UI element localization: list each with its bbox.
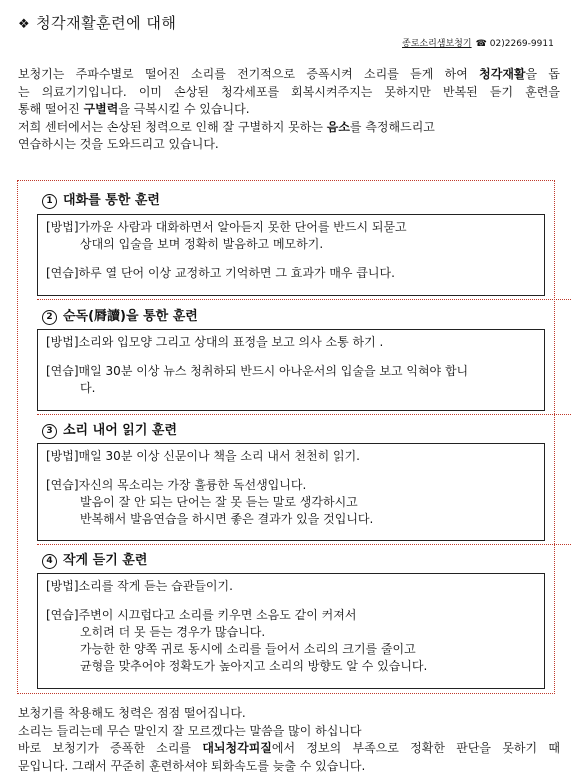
outro-line-4: 문입니다. 그래서 꾸준히 훈련하셔야 퇴화속도를 늦출 수 있습니다. [18, 758, 366, 773]
contact-org: 종로소리샘보청기 [402, 39, 472, 49]
circled-number-icon: 4 [42, 554, 57, 569]
diamond-bullet-icon: ❖ [18, 17, 31, 32]
intro-line-1 [18, 66, 560, 84]
section-box-2 [37, 329, 545, 411]
intro-emphasis: 음소 [326, 119, 350, 134]
outro-line-3 [18, 740, 560, 758]
circled-number-icon: 3 [42, 424, 57, 439]
outro-line-2: 소리는 들리는데 무슨 말인지 잘 모르겠다는 말씀을 많이 하십니다 [18, 723, 362, 738]
method-text-cont: 상대의 입술을 보며 정확히 발음하고 메모하기. [80, 237, 324, 251]
practice-text-cont: 오히려 더 못 듣는 경우가 많습니다. [80, 625, 266, 639]
section-title: 순독(脣讀)을 통한 훈련 [63, 309, 198, 324]
intro-line-5: 연습하시는 것을 도와드리고 있습니다. [18, 137, 219, 151]
section-divider [37, 544, 571, 545]
contact-info [402, 36, 554, 49]
intro-line-2: 는 의료기기입니다. 이미 손상된 청각세포를 회복시켜주지는 못하지만 반복된 듣기 훈련을 [18, 84, 560, 99]
contact-phone: 02)2269-9911 [489, 39, 554, 49]
intro-text: 보청기는 주파수별로 떨어진 소리를 전기적으로 증폭시켜 소리를 듣게 하여 [18, 67, 480, 81]
outro-emphasis: 대뇌청각피질 [202, 741, 272, 755]
section-title: 소리 내어 읽기 훈련 [63, 423, 178, 438]
section-heading-3 [42, 419, 177, 439]
outro-text: 에서 정보의 부족으로 정확한 판단을 못하기 때 [271, 741, 560, 755]
intro-paragraph [18, 66, 560, 154]
method-text: [방법]소리를 작게 듣는 습관들이기. [46, 579, 233, 593]
section-heading-2 [42, 305, 198, 325]
intro-line-4 [18, 119, 560, 137]
section-heading-4 [42, 549, 147, 569]
phone-icon: ☎ [475, 39, 487, 49]
intro-line-3 [18, 101, 560, 119]
circled-number-icon: 1 [42, 194, 57, 209]
page-title-text: 청각재활훈련에 대해 [36, 14, 177, 32]
intro-text: 저희 센터에서는 손상된 청력으로 인해 잘 구별하지 못하는 [18, 119, 327, 134]
intro-emphasis: 청각재활 [479, 67, 526, 81]
practice-text: [연습]주변이 시끄럽다고 소리를 키우면 소음도 같이 커져서 [46, 608, 357, 622]
method-text: [방법]가까운 사람과 대화하면서 알아듣지 못한 단어를 반드시 되묻고 [46, 220, 407, 234]
practice-text-cont: 다. [80, 381, 96, 395]
outro-paragraph [18, 705, 560, 775]
practice-text-cont: 가능한 한 양쪽 귀로 동시에 소리를 들어서 소리의 크기를 줄이고 [80, 642, 416, 656]
section-title: 작게 듣기 훈련 [63, 553, 148, 568]
practice-text: [연습]하루 열 단어 이상 교정하고 기억하면 그 효과가 매우 큽니다. [46, 266, 395, 280]
circled-number-icon: 2 [42, 310, 57, 325]
section-box-1 [37, 214, 545, 296]
outro-text: 바로 보청기가 증폭한 소리를 [18, 741, 203, 755]
section-title: 대화를 통한 훈련 [63, 193, 160, 208]
intro-text: 를 측정해드리고 [349, 119, 435, 134]
outro-line-1: 보청기를 착용해도 청력은 점점 떨어집니다. [18, 706, 246, 720]
practice-text: [연습]매일 30분 이상 뉴스 청취하되 반드시 아나운서의 입술을 보고 익혀야 합니 [46, 364, 469, 378]
intro-text: 을 돕 [525, 67, 561, 81]
practice-text: [연습]자신의 목소리는 가장 훌륭한 독선생입니다. [46, 478, 307, 492]
intro-text: 통해 떨어진 [18, 102, 84, 116]
method-text: [방법]소리와 입모양 그리고 상대의 표정을 보고 의사 소통 하기 . [46, 335, 384, 349]
practice-text-cont: 발음이 잘 안 되는 단어는 잘 못 듣는 말로 생각하시고 [80, 495, 358, 509]
practice-text-cont: 반복해서 발음연습을 하시면 좋은 결과가 있을 것입니다. [80, 512, 374, 526]
section-heading-1 [42, 189, 160, 209]
method-text: [방법]매일 30분 이상 신문이나 책을 소리 내서 천천히 읽기. [46, 449, 360, 463]
intro-emphasis: 구별력 [83, 102, 119, 116]
section-divider [37, 299, 571, 300]
section-box-3 [37, 443, 545, 541]
practice-text-cont: 균형을 맞추어야 정확도가 높아지고 소리의 방향도 알 수 있습니다. [80, 659, 428, 673]
section-box-4 [37, 573, 545, 689]
intro-text: 을 극복시킬 수 있습니다. [118, 102, 250, 116]
section-divider [37, 414, 571, 415]
training-frame [17, 180, 555, 694]
page-title [18, 12, 176, 33]
